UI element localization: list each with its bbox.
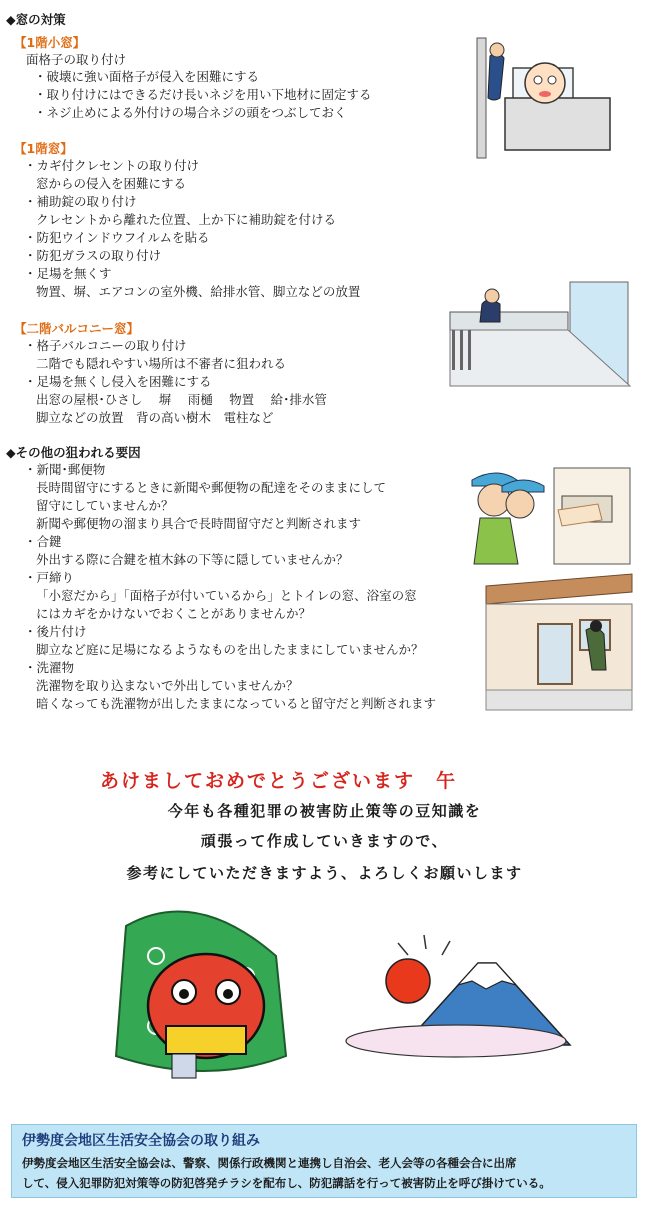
text-line: ・カギ付クレセントの取り付け	[24, 158, 200, 173]
text-line: ・後片付け	[24, 624, 87, 639]
association-box-line: して、侵入犯罪防犯対策等の防犯啓発チラシを配布し、防犯講話を行って被害防止を呼び掛けている。	[22, 1176, 551, 1190]
greeting-message-line: 頑張って作成していきますので、	[200, 832, 449, 850]
text-line: 洗濯物を取り込まないで外出していませんか？	[36, 678, 299, 693]
text-line: 「小窓だから」「面格子が付いているから」とトイレの窓、浴室の窓	[36, 588, 417, 603]
burglar-climbing-pipe-icon	[465, 38, 615, 158]
text-line: ・洗濯物	[24, 660, 75, 675]
subheading-ground-small-window: 【1階小窓】	[14, 35, 86, 50]
greeting-message-line: 今年も各種犯罪の被害防止策等の豆知識を	[167, 802, 482, 820]
text-line: クレセントから離れた位置、上か下に補助錠を付ける	[36, 212, 337, 227]
association-info-box	[11, 1124, 637, 1198]
text-line: ・防犯ウインドウフイルムを貼る	[24, 230, 210, 245]
text-line: 窓からの侵入を困難にする	[36, 176, 187, 191]
subheading-ground-window: 【1階窓】	[14, 141, 73, 156]
balcony-burglar-icon	[450, 282, 630, 386]
text-line: 脚立などの放置 背の高い樹木 電柱など	[36, 410, 274, 425]
house-window-burglar-icon	[486, 574, 632, 710]
text-line: ・防犯ガラスの取り付け	[24, 248, 162, 263]
greeting-message-line: 参考にしていただきますよう、よろしくお願いします	[126, 864, 523, 882]
newspaper-mailbox-men-icon	[462, 466, 632, 566]
text-line: 出窓の屋根･ひさし 塀 雨樋 物置 給･排水管	[36, 392, 327, 407]
new-year-greeting-headline: あけましておめでとうございます 午	[100, 770, 458, 792]
text-line: ・戸締り	[24, 570, 75, 585]
text-line: 新聞や郵便物の溜まり具合で長時間留守だと判断されます	[36, 516, 362, 531]
text-line: ・補助錠の取り付け	[24, 194, 137, 209]
lion-dance-mask-icon	[96, 896, 296, 1086]
text-line: 留守にしていませんか？	[36, 498, 174, 513]
text-line: 面格子の取り付け	[26, 52, 127, 67]
section-heading-other-factors: ◆その他の狙われる要因	[6, 445, 141, 460]
text-line: ・足場を無くし侵入を困難にする	[24, 374, 212, 389]
text-line: 暗くなっても洗濯物が出したままになっていると留守だと判断されます	[36, 696, 437, 711]
mount-fuji-sunrise-icon	[346, 935, 576, 1060]
section-heading-windows: ◆窓の対策	[6, 12, 66, 27]
text-line: ・足場を無くす	[24, 266, 112, 281]
text-line: 物置、塀、エアコンの室外機、給排水管、脚立などの放置	[36, 284, 361, 299]
subheading-balcony-window: 【二階バルコニー窓】	[14, 321, 140, 336]
text-line: ・合鍵	[24, 534, 62, 549]
association-box-title: 伊勢度会地区生活安全協会の取り組み	[22, 1133, 260, 1149]
text-line: ・新聞･郵便物	[24, 462, 106, 477]
text-line: 外出する際に合鍵を植木鉢の下等に隠していませんか？	[36, 552, 349, 567]
text-line: にはカギをかけないでおくことがありませんか？	[36, 606, 312, 621]
association-box-line: 伊勢度会地区生活安全協会は、警察、関係行政機関と連携し自治会、老人会等の各種会合に出席	[22, 1156, 517, 1170]
text-line: 脚立など庭に足場になるようなものを出したままにしていませんか？	[36, 642, 424, 657]
text-line: ・格子バルコニーの取り付け	[24, 338, 187, 353]
text-line: ・破壊に強い面格子が侵入を困難にする	[34, 69, 260, 84]
text-line: 二階でも隠れやすい場所は不審者に狙われる	[36, 356, 287, 371]
text-line: 長時間留守にするときに新聞や郵便物の配達をそのままにして	[36, 480, 387, 495]
text-line: ・取り付けにはできるだけ長いネジを用い下地材に固定する	[34, 87, 372, 102]
text-line: ・ネジ止めによる外付けの場合ネジの頭をつぶしておく	[34, 105, 347, 120]
